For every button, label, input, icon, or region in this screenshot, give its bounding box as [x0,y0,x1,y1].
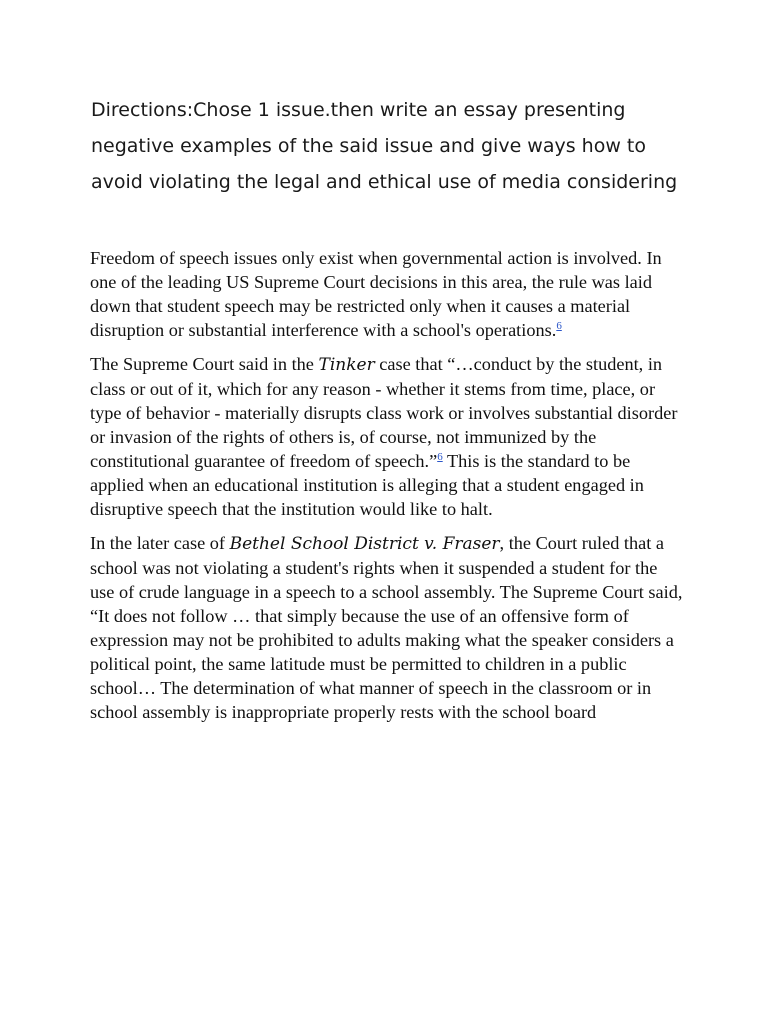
paragraph-2 [90,352,686,521]
case-name-tinker: Tinker [318,355,375,375]
paragraph-2-intro: The Supreme Court said in the [90,354,319,374]
paragraph-2-tail: This is the standard to be applied when an educational institution is alleging that a student engaged in disruptive speech that the institution would like to halt. [90,451,644,519]
footnote-link[interactable]: 6 [556,319,562,332]
paragraph-3 [90,531,686,724]
paragraph-2-quote: case that “…conduct by the student, in class or out of it, which for any reason - whether it stems from time, place, or type of behavior - materially disrupts class work or involves substantial disorder or invasion of the rights of others is, of course, not immunized by the constitutional guarantee of freedom of speech.” [90,354,678,471]
directions-heading: Directions:Chose 1 issue.then write an essay presenting negative examples of the said issue and give ways how to avoid violating the legal and ethical use of media considering [91,99,678,193]
paragraph-3-intro: In the later case of [90,533,230,553]
footnote-link[interactable]: 6 [437,450,443,463]
paragraph-1-text: Freedom of speech issues only exist when governmental action is involved. In one of the leading US Supreme Court decisions in this area, the rule was laid down that student speech may be restricted only when it causes a material disruption or substantial interference with a school's operations. [90,248,662,340]
essay-body [90,246,686,734]
case-name-bethel: Bethel School District v. Fraser [229,534,500,554]
paragraph-1 [90,246,686,342]
paragraph-3-text: , the Court ruled that a school was not violating a student's rights when it suspended a student for the use of crude language in a speech to a school assembly. The Supreme Court said, “It does not follow … that simply because the use of an offensive form of expression may not be prohibited to adults making what the speaker considers a political point, the same latitude must be permitted to children in a public school… The determination of what manner of speech in the classroom or in school assembly is inappropriate properly rests with the school board [90,533,683,722]
